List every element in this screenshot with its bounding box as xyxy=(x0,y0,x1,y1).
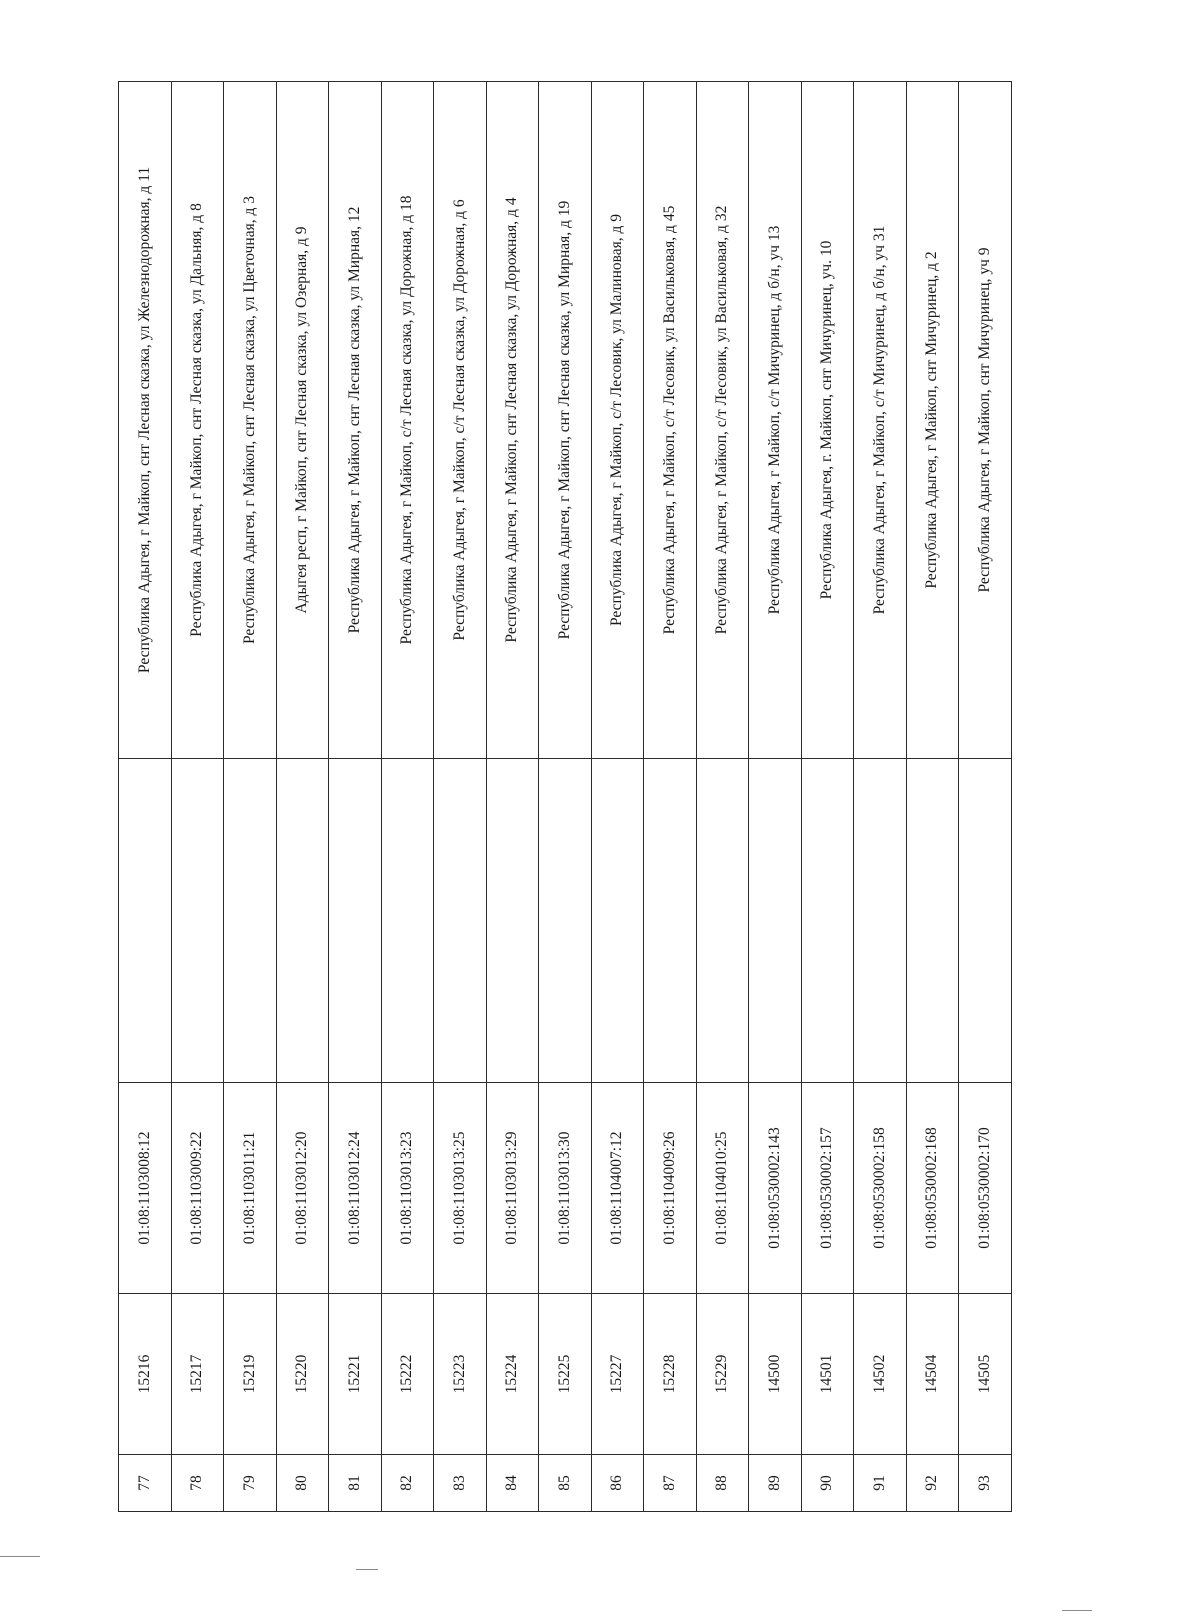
empty-cell xyxy=(276,759,329,1083)
object-id-cell: 14504 xyxy=(906,1294,959,1455)
table-row xyxy=(854,82,907,1512)
address-cell: Республика Адыгея, г Майкоп, снт Лесная сказка, ул Цветочная, д 3 xyxy=(224,82,277,759)
object-id-cell: 15227 xyxy=(591,1294,644,1455)
object-id-cell: 14502 xyxy=(854,1294,907,1455)
row-number-cell: 78 xyxy=(171,1455,224,1512)
table-row xyxy=(224,82,277,1512)
cadastral-number-cell: 01:08:1103013:25 xyxy=(434,1083,487,1294)
row-number-cell: 89 xyxy=(749,1455,802,1512)
empty-cell xyxy=(801,759,854,1083)
row-number-cell: 87 xyxy=(644,1455,697,1512)
empty-cell xyxy=(644,759,697,1083)
address-cell: Республика Адыгея, г Майкоп, с/т Лесная сказка, ул Дорожная, д 18 xyxy=(381,82,434,759)
address-cell: Республика Адыгея, г Майкоп, с/т Лесовик, ул Васильковая, д 32 xyxy=(696,82,749,759)
cadastral-number-cell: 01:08:0530002:170 xyxy=(959,1083,1012,1294)
address-cell: Республика Адыгея, г Майкоп, снт Мичуринец, уч 9 xyxy=(959,82,1012,759)
address-cell: Адыгея респ, г Майкоп, снт Лесная сказка, ул Озерная, д 9 xyxy=(276,82,329,759)
cadastral-number-cell: 01:08:0530002:158 xyxy=(854,1083,907,1294)
address-cell: Республика Адыгея, г Майкоп, с/т Лесная сказка, ул Дорожная, д 6 xyxy=(434,82,487,759)
empty-cell xyxy=(119,759,172,1083)
row-number-cell: 85 xyxy=(539,1455,592,1512)
table-row xyxy=(959,82,1012,1512)
cadastral-number-cell: 01:08:1103013:23 xyxy=(381,1083,434,1294)
row-number-cell: 86 xyxy=(591,1455,644,1512)
table-row xyxy=(276,82,329,1512)
table-row xyxy=(434,82,487,1512)
rotated-table-frame xyxy=(118,82,994,1512)
cadastral-number-cell: 01:08:1104010:25 xyxy=(696,1083,749,1294)
empty-cell xyxy=(486,759,539,1083)
empty-cell xyxy=(854,759,907,1083)
empty-cell xyxy=(381,759,434,1083)
row-number-cell: 83 xyxy=(434,1455,487,1512)
empty-cell xyxy=(434,759,487,1083)
cadastral-number-cell: 01:08:1103008:12 xyxy=(119,1083,172,1294)
table-row xyxy=(591,82,644,1512)
cadastral-number-cell: 01:08:0530002:168 xyxy=(906,1083,959,1294)
land-plot-registry-table xyxy=(118,81,1012,1512)
address-cell: Республика Адыгея, г Майкоп, снт Лесная сказка, ул Мирная, 12 xyxy=(329,82,382,759)
address-cell: Республика Адыгея, г Майкоп, снт Мичуринец, д 2 xyxy=(906,82,959,759)
row-number-cell: 92 xyxy=(906,1455,959,1512)
object-id-cell: 15224 xyxy=(486,1294,539,1455)
address-cell: Республика Адыгея, г. Майкоп, снт Мичуринец, уч. 10 xyxy=(801,82,854,759)
address-cell: Республика Адыгея, г Майкоп, снт Лесная сказка, ул Железнодорожная, д 11 xyxy=(119,82,172,759)
object-id-cell: 15216 xyxy=(119,1294,172,1455)
object-id-cell: 15221 xyxy=(329,1294,382,1455)
row-number-cell: 82 xyxy=(381,1455,434,1512)
row-number-cell: 84 xyxy=(486,1455,539,1512)
object-id-cell: 15223 xyxy=(434,1294,487,1455)
table-row xyxy=(329,82,382,1512)
object-id-cell: 14500 xyxy=(749,1294,802,1455)
object-id-cell: 15225 xyxy=(539,1294,592,1455)
cadastral-number-cell: 01:08:1103012:20 xyxy=(276,1083,329,1294)
cadastral-number-cell: 01:08:1104009:26 xyxy=(644,1083,697,1294)
table-body xyxy=(119,82,1012,1512)
table-row xyxy=(696,82,749,1512)
table-row xyxy=(119,82,172,1512)
cadastral-number-cell: 01:08:0530002:143 xyxy=(749,1083,802,1294)
table-row xyxy=(801,82,854,1512)
cadastral-number-cell: 01:08:1103013:30 xyxy=(539,1083,592,1294)
row-number-cell: 93 xyxy=(959,1455,1012,1512)
object-id-cell: 15219 xyxy=(224,1294,277,1455)
address-cell: Республика Адыгея, г Майкоп, с/т Мичуринец, д б/н, уч 31 xyxy=(854,82,907,759)
scan-mark xyxy=(1062,1610,1092,1611)
object-id-cell: 15228 xyxy=(644,1294,697,1455)
table-row xyxy=(171,82,224,1512)
object-id-cell: 15222 xyxy=(381,1294,434,1455)
address-cell: Республика Адыгея, г Майкоп, с/т Лесовик, ул Малиновая, д 9 xyxy=(591,82,644,759)
empty-cell xyxy=(749,759,802,1083)
table-row xyxy=(749,82,802,1512)
address-cell: Республика Адыгея, г Майкоп, снт Лесная сказка, ул Мирная, д 19 xyxy=(539,82,592,759)
scan-mark xyxy=(0,1556,40,1557)
table-row xyxy=(486,82,539,1512)
row-number-cell: 90 xyxy=(801,1455,854,1512)
empty-cell xyxy=(959,759,1012,1083)
empty-cell xyxy=(224,759,277,1083)
object-id-cell: 15229 xyxy=(696,1294,749,1455)
empty-cell xyxy=(696,759,749,1083)
empty-cell xyxy=(591,759,644,1083)
empty-cell xyxy=(329,759,382,1083)
cadastral-number-cell: 01:08:1103012:24 xyxy=(329,1083,382,1294)
row-number-cell: 80 xyxy=(276,1455,329,1512)
row-number-cell: 88 xyxy=(696,1455,749,1512)
object-id-cell: 15217 xyxy=(171,1294,224,1455)
cadastral-number-cell: 01:08:0530002:157 xyxy=(801,1083,854,1294)
address-cell: Республика Адыгея, г Майкоп, с/т Лесовик, ул Васильковая, д 45 xyxy=(644,82,697,759)
row-number-cell: 79 xyxy=(224,1455,277,1512)
address-cell: Республика Адыгея, г Майкоп, с/т Мичуринец, д б/н, уч 13 xyxy=(749,82,802,759)
empty-cell xyxy=(906,759,959,1083)
scan-mark xyxy=(356,1569,378,1570)
row-number-cell: 77 xyxy=(119,1455,172,1512)
cadastral-number-cell: 01:08:1103013:29 xyxy=(486,1083,539,1294)
cadastral-number-cell: 01:08:1103009:22 xyxy=(171,1083,224,1294)
row-number-cell: 91 xyxy=(854,1455,907,1512)
table-row xyxy=(539,82,592,1512)
empty-cell xyxy=(171,759,224,1083)
table-row xyxy=(381,82,434,1512)
address-cell: Республика Адыгея, г Майкоп, снт Лесная сказка, ул Дальняя, д 8 xyxy=(171,82,224,759)
table-row xyxy=(644,82,697,1512)
address-cell: Республика Адыгея, г Майкоп, снт Лесная сказка, ул Дорожная, д 4 xyxy=(486,82,539,759)
cadastral-number-cell: 01:08:1104007:12 xyxy=(591,1083,644,1294)
empty-cell xyxy=(539,759,592,1083)
table-row xyxy=(906,82,959,1512)
object-id-cell: 14505 xyxy=(959,1294,1012,1455)
object-id-cell: 15220 xyxy=(276,1294,329,1455)
row-number-cell: 81 xyxy=(329,1455,382,1512)
cadastral-number-cell: 01:08:1103011:21 xyxy=(224,1083,277,1294)
object-id-cell: 14501 xyxy=(801,1294,854,1455)
